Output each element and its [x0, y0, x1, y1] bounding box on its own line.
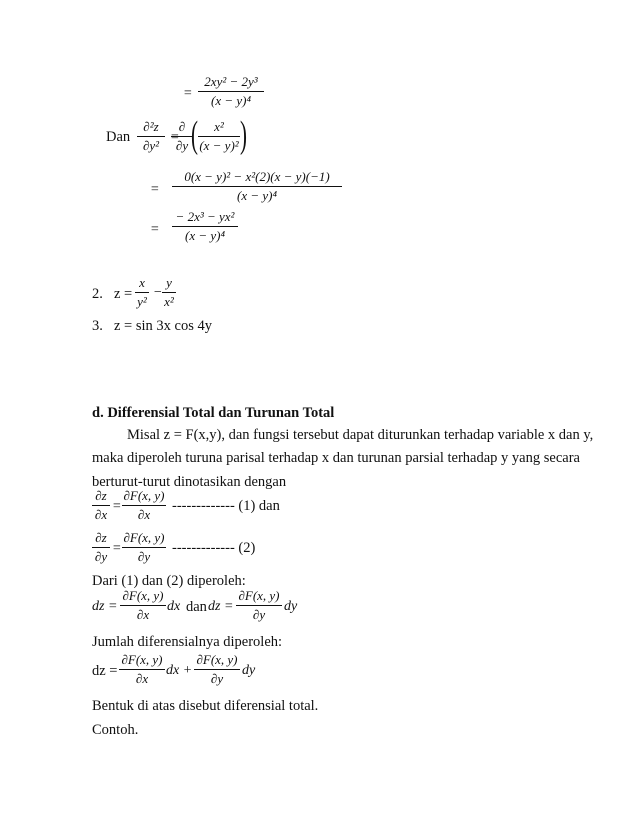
eq-c-numerator: 0(x − y)² − x²(2)(x − y)(−1)	[184, 169, 330, 184]
eq4-dy: dy	[242, 663, 256, 678]
eq-b-operator-numerator: ∂	[178, 119, 186, 134]
item-2-fraction-1	[135, 275, 149, 310]
eq-c-denominator: (x − y)⁴	[237, 188, 277, 203]
item-2-fraction-2-denominator: x²	[164, 294, 174, 309]
eq3-dan: dan	[186, 599, 207, 615]
eq2-rhs-denominator: ∂y	[137, 549, 151, 564]
eq3-fraction-2-denominator: ∂y	[252, 607, 266, 622]
fraction-bar	[162, 292, 176, 293]
eq1-rhs-fraction	[122, 488, 166, 523]
eq1-tail: ------------- (1) dan	[172, 498, 280, 514]
eq-b-inner-denominator: (x − y)²	[199, 138, 239, 153]
eq-d-denominator: (x − y)⁴	[185, 228, 225, 243]
eq-b-lhs-denominator: ∂y²	[142, 138, 160, 153]
eq2-lhs-denominator: ∂y	[94, 549, 108, 564]
eq-d-equals: =	[150, 222, 160, 237]
fraction-bar	[92, 547, 110, 548]
fraction-bar	[119, 669, 165, 670]
eq3-lhs-1: dz =	[92, 599, 118, 614]
eq-d-numerator: − 2x³ − yx²	[175, 209, 235, 224]
eq-b-inner-numerator: x²	[214, 119, 224, 134]
item-2-fraction-1-numerator: x	[139, 275, 145, 290]
paragraph-line-3: berturut-turut dinotasikan dengan	[92, 474, 287, 490]
eq-c-fraction	[172, 169, 342, 204]
fraction-bar	[198, 136, 240, 137]
eq1-lhs-numerator: ∂z	[95, 488, 107, 503]
eq-b-equals: =	[170, 130, 180, 145]
fraction-bar	[137, 136, 165, 137]
eq1-rhs-numerator: ∂F(x, y)	[123, 488, 165, 503]
item-2-minus: −	[153, 285, 163, 300]
eq4-lhs: dz =	[92, 663, 118, 679]
eq-b-lhs-fraction	[137, 119, 165, 154]
eq-b-lhs-numerator: ∂²z	[143, 119, 159, 134]
fraction-bar	[135, 292, 149, 293]
section-heading: d. Differensial Total dan Turunan Total	[92, 405, 335, 421]
eq-a-equals: =	[183, 86, 193, 101]
eq4-fraction-1-denominator: ∂x	[135, 671, 149, 686]
fraction-bar	[172, 186, 342, 187]
eq2-equals: =	[112, 541, 122, 556]
fraction-bar	[120, 605, 166, 606]
eq1-equals: =	[112, 499, 122, 514]
jumlah-line: Jumlah diferensialnya diperoleh:	[92, 634, 283, 650]
item-3-label: 3.	[92, 318, 103, 334]
dari-line: Dari (1) dan (2) diperoleh:	[92, 573, 246, 589]
eq4-fraction-1-numerator: ∂F(x, y)	[121, 652, 163, 667]
left-paren: (	[191, 114, 198, 156]
contoh-line: Contoh.	[92, 722, 139, 738]
eq2-tail: ------------- (2)	[172, 540, 256, 556]
item-2-lhs: z =	[114, 286, 133, 302]
eq-c-equals: =	[150, 182, 160, 197]
eq-b-operator-denominator: ∂y	[175, 138, 189, 153]
fraction-bar	[198, 91, 264, 92]
fraction-bar	[122, 505, 166, 506]
item-2-label: 2.	[92, 286, 103, 302]
eq4-dx-plus: dx +	[166, 663, 193, 678]
eq3-dy: dy	[284, 599, 298, 614]
eq1-lhs-fraction	[92, 488, 110, 523]
eq3-dx: dx	[167, 599, 181, 614]
eq3-fraction-1-numerator: ∂F(x, y)	[122, 588, 164, 603]
eq2-rhs-fraction	[122, 530, 166, 565]
item-2-fraction-2	[162, 275, 176, 310]
eq-d-fraction	[172, 209, 238, 244]
eq2-rhs-numerator: ∂F(x, y)	[123, 530, 165, 545]
eq4-fraction-2	[194, 652, 240, 687]
paragraph-line-2: maka diperoleh turuna parisal terhadap x dan turunan parsial terhadap y yang secara	[92, 450, 580, 466]
right-paren: )	[240, 114, 247, 156]
eq2-lhs-fraction	[92, 530, 110, 565]
fraction-bar	[172, 226, 238, 227]
eq4-fraction-2-numerator: ∂F(x, y)	[196, 652, 238, 667]
eq-a-fraction	[198, 74, 264, 109]
fraction-bar	[92, 505, 110, 506]
eq3-fraction-1	[120, 588, 166, 623]
fraction-bar	[122, 547, 166, 548]
eq-b-operator-fraction	[171, 119, 193, 154]
bentuk-line: Bentuk di atas disebut diferensial total.	[92, 698, 319, 714]
item-3-text: z = sin 3x cos 4y	[114, 318, 212, 334]
eq1-rhs-denominator: ∂x	[137, 507, 151, 522]
eq3-fraction-1-denominator: ∂x	[136, 607, 150, 622]
item-2-fraction-1-denominator: y²	[137, 294, 147, 309]
eq1-lhs-denominator: ∂x	[94, 507, 108, 522]
eq3-fraction-2-numerator: ∂F(x, y)	[238, 588, 280, 603]
eq4-fraction-1	[119, 652, 165, 687]
paragraph-line-1: Misal z = F(x,y), dan fungsi tersebut dapat diturunkan terhadap variable x dan y,	[127, 427, 594, 443]
eq-a-denominator: (x − y)⁴	[211, 93, 251, 108]
eq3-fraction-2	[236, 588, 282, 623]
fraction-bar	[171, 136, 193, 137]
eq-b-dan-label: Dan	[106, 129, 131, 145]
eq2-lhs-numerator: ∂z	[95, 530, 107, 545]
item-2-fraction-2-numerator: y	[166, 275, 172, 290]
fraction-bar	[236, 605, 282, 606]
eq-a-numerator: 2xy² − 2y³	[204, 74, 258, 89]
eq4-fraction-2-denominator: ∂y	[210, 671, 224, 686]
eq-b-inner-fraction	[198, 119, 240, 154]
eq3-lhs-2: dz =	[208, 599, 234, 614]
fraction-bar	[194, 669, 240, 670]
